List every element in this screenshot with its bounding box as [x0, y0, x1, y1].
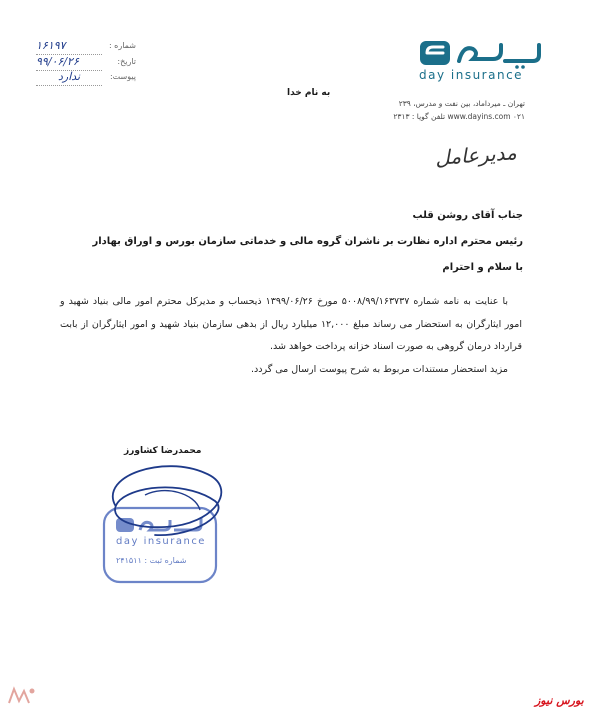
recipient-title: رئیس محترم اداره نظارت بر ناشران گروه مالی و خدماتی سازمان بورس و اوراق بهادار: [92, 236, 523, 247]
letter-attachment-label: پیوست:: [109, 72, 136, 81]
letter-attachment-field: [36, 72, 136, 88]
letter-body: [60, 291, 522, 381]
day-insurance-logo-icon: [419, 39, 543, 69]
contact-line: www.dayins.com ۰۲۱ تلفن گویا : ۲۳۱۳: [393, 112, 525, 121]
handwritten-signature-icon: [95, 455, 245, 540]
letter-number-label: شماره :: [108, 41, 136, 50]
footer-brand: بورس نیوز: [535, 694, 584, 707]
logo-english-text: day insurance: [419, 68, 524, 82]
stamp-english-text: day insurance: [116, 536, 206, 547]
recipient-name: جناب آقای روشن قلب: [412, 210, 523, 221]
handwritten-referral-note: مدیرعامل: [434, 140, 518, 170]
letter-attachment-line: [36, 85, 102, 86]
letter-date-field: [36, 57, 136, 73]
body-paragraph: مزید استحضار مستندات مربوط به شرح پیوست ارسال می گردد.: [250, 363, 508, 375]
letter-date-value: ۹۹/۰۶/۲۶: [36, 55, 79, 68]
address-line: تهران ـ میرداماد، بین نفت و مدرس، ۲۳۹: [398, 99, 525, 108]
letter-date-label: تاریخ:: [117, 57, 136, 66]
salutation: با سلام و احترام: [442, 262, 523, 273]
letter-attachment-value: ندارد: [58, 70, 81, 83]
body-paragraph: با عنایت به نامه شماره ۵۰۰۸/۹۹/۱۶۳۷۳۷ مورخ ۱۳۹۹/۰۶/۲۶ ذیحساب و مدیرکل محترم امور مالی بنیاد شهید و امور ایثارگران به استحضار می رساند مبلغ ۱۲,۰۰۰ میلیارد ریال از بدهی سازمان بنیاد شهید و امور ایثارگران از بابت قرارداد درمان گروهی به صورت اسناد خزانه پرداخت خواهد شد.: [60, 296, 522, 352]
stamp-registration-text: شماره ثبت : ۲۴۱۵۱۱: [116, 556, 187, 565]
signer-name: محمدرضا کشاورز: [124, 446, 202, 456]
basmala-heading: به نام خدا: [287, 88, 331, 98]
news-watermark-icon: [6, 683, 36, 709]
letter-number-value: ۱۶۱۹۷: [36, 39, 66, 52]
